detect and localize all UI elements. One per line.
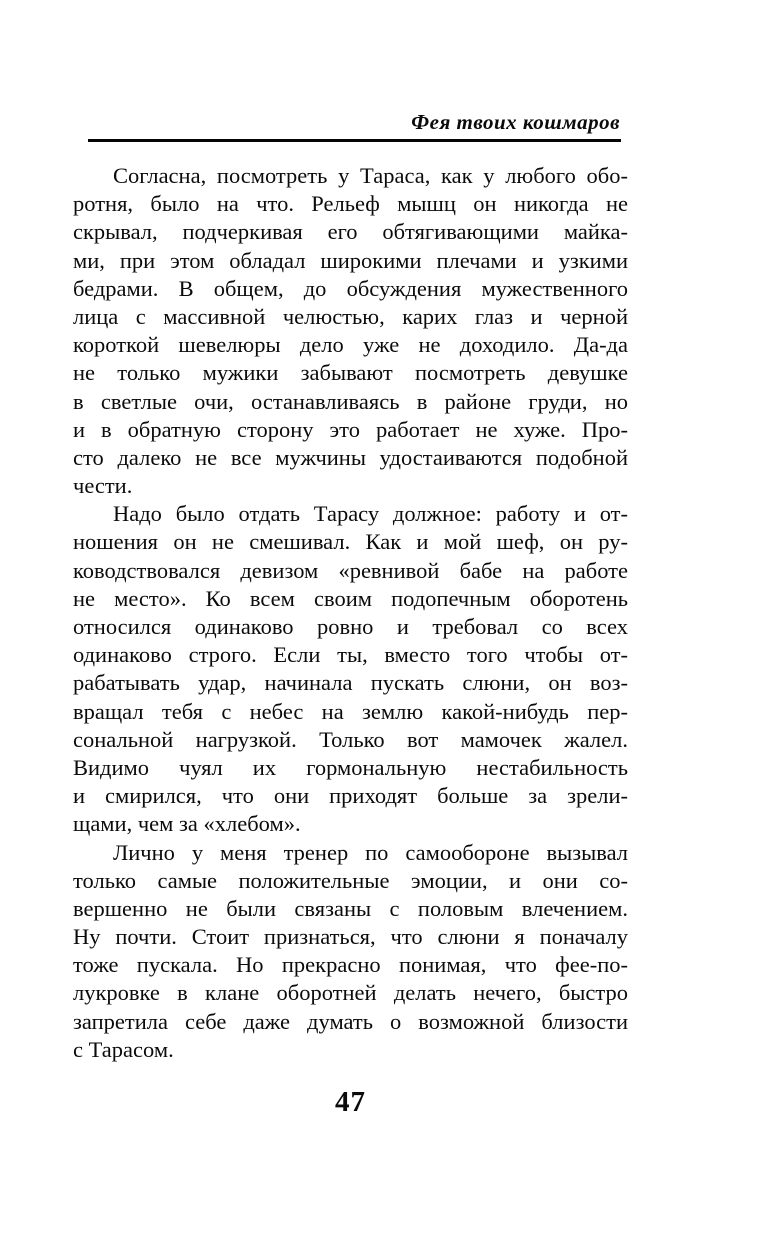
- text-line: Видимо чуял их гормональную нестабильность: [73, 754, 628, 780]
- paragraph: [73, 162, 628, 500]
- text-line: щами, чем за «хлебом».: [73, 811, 301, 837]
- text-line: вершенно не были связаны с половым влечением.: [73, 895, 628, 921]
- text-line: относился одинаково ровно и требовал со всех: [73, 614, 628, 639]
- text-line: не только мужики забывают посмотреть девушке: [73, 360, 628, 386]
- text-line: ношения он не смешивал. Как и мой шеф, он ру-: [73, 529, 628, 555]
- text-line: ководствовался девизом «ревнивой бабе на работе: [73, 557, 628, 583]
- running-header: Фея твоих кошмаров: [411, 110, 620, 134]
- text-line: ми, при этом обладал широкими плечами и узкими: [73, 247, 628, 273]
- text-line: чести.: [73, 473, 133, 499]
- text-line: тоже пускала. Но прекрасно понимая, что фее-по-: [73, 952, 628, 978]
- text-line: Лично у меня тренер по самообороне вызывал: [113, 839, 628, 865]
- text-line: ротня, было на что. Рельеф мышц он никогда не: [73, 191, 628, 217]
- text-line: рабатывать удар, начинала пускать слюни, он воз-: [73, 670, 628, 696]
- text-line: запретила себе даже думать о возможной близости: [73, 1008, 628, 1034]
- text-line: короткой шевелюры дело уже не доходило. Да-да: [73, 332, 628, 358]
- text-line: с Тарасом.: [73, 1036, 174, 1062]
- header-divider: [88, 139, 621, 142]
- text-line: и смирился, что они приходят больше за зрели-: [73, 783, 628, 809]
- paragraph: [73, 839, 628, 1065]
- text-line: скрывал, подчеркивая его обтягивающими майка-: [73, 219, 628, 245]
- text-line: только самые положительные эмоции, и они со-: [73, 867, 628, 893]
- text-line: Ну почти. Стоит признаться, что слюни я поначалу: [73, 924, 628, 950]
- text-line: и в обратную сторону это работает не хуже. Про-: [73, 416, 628, 442]
- text-line: не место». Ко всем своим подопечным оборотень: [73, 585, 628, 611]
- text-line: сональной нагрузкой. Только вот мамочек жалел.: [73, 726, 628, 752]
- text-line: сто далеко не все мужчины удостаиваются подобной: [73, 444, 628, 470]
- text-line: лукровке в клане оборотней делать нечего, быстро: [73, 980, 628, 1006]
- page-number: 47: [335, 1086, 366, 1118]
- text-line: в светлые очи, останавливаясь в районе груди, но: [73, 388, 628, 414]
- page-text: [73, 162, 628, 1064]
- text-line: вращал тебя с небес на землю какой-нибудь пер-: [73, 698, 628, 724]
- text-line: одинаково строго. Если ты, вместо того чтобы от-: [73, 642, 628, 668]
- text-line: Согласна, посмотреть у Тараса, как у любого обо-: [113, 163, 628, 188]
- text-line: бедрами. В общем, до обсуждения мужественного: [73, 275, 628, 301]
- text-line: Надо было отдать Тарасу должное: работу и от-: [113, 501, 628, 527]
- paragraph: [73, 500, 628, 838]
- text-line: лица с массивной челюстью, карих глаз и черной: [73, 303, 628, 329]
